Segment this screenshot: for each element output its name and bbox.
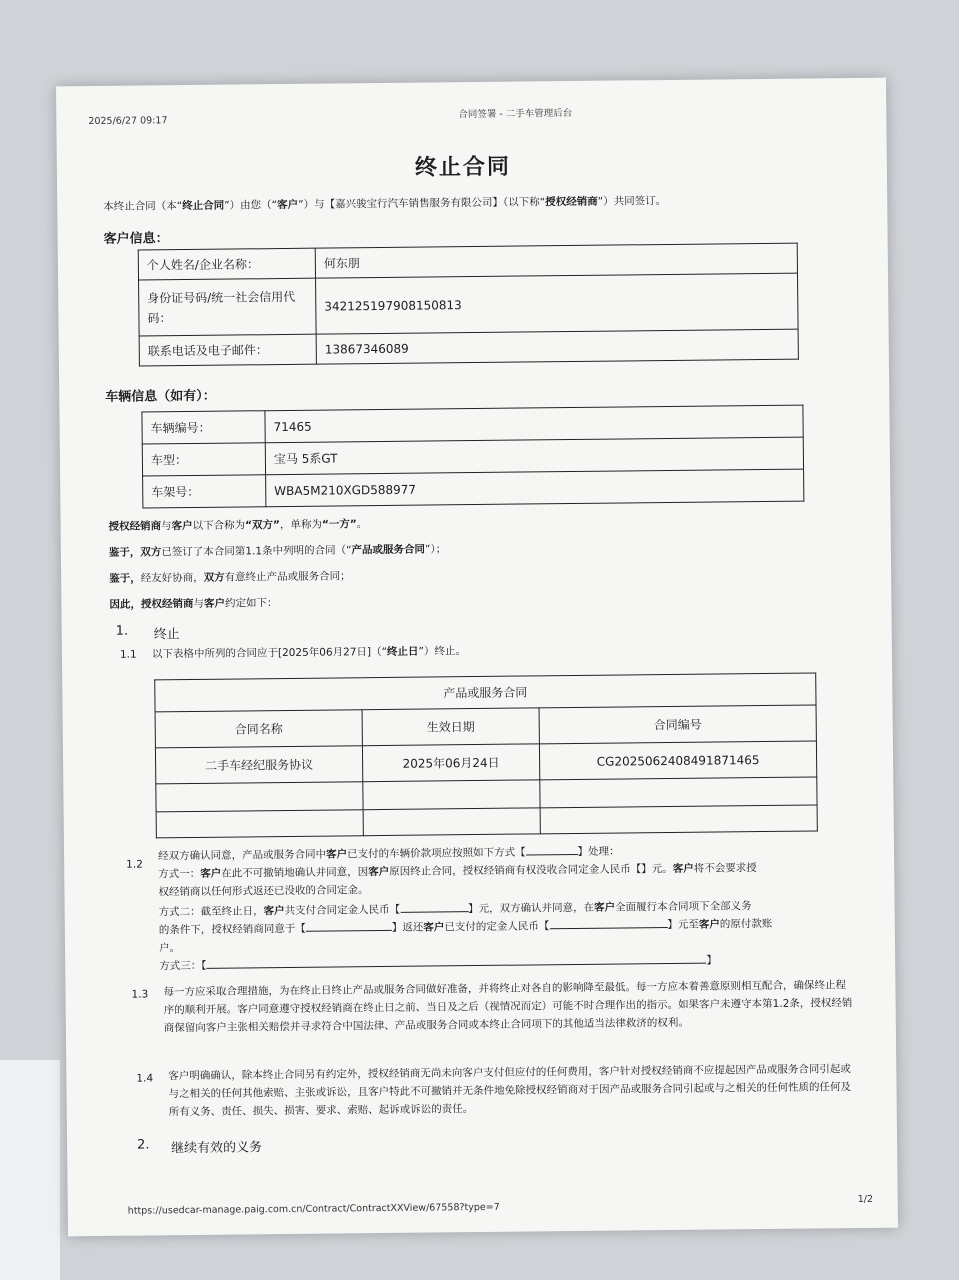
label-vehicle-id: 车辆编号：	[142, 411, 265, 444]
contract-table-caption: 产品或服务合同	[155, 673, 816, 712]
section-2-title: 继续有效的义务	[171, 1140, 263, 1157]
intro-paragraph: 本终止合同（本“终止合同”）由您（“客户”）与【嘉兴骏宝行汽车销售服务有限公司】（以下称“授权经销商”）共同签订。	[103, 194, 667, 213]
cell-contract-number	[540, 777, 817, 808]
clause-1-2-line-6: 户。	[158, 942, 181, 955]
value-vin: WBA5M210XGD588977	[266, 469, 804, 507]
print-page-title: 合同签署 - 二手车管理后台	[458, 107, 573, 121]
customer-info-table	[138, 243, 799, 367]
clause-1-4: 客户明确确认，除本终止合同另有约定外，授权经销商无尚未向客户支付但应付的任何费用，客户针对授权经销商不应提起因产品或服务合同引起或与之相关的任何其他索赔、主张或诉讼，且客户特此不可撤销并无条件地免除授权经销商对于因产品或服务合同引起或与之相关的任何性质的任何及所有义务、责任、损失、损害、要求、索赔、起诉或诉讼的责任。	[168, 1063, 852, 1119]
cell-effective-date	[363, 780, 540, 810]
background-surface	[0, 1060, 60, 1280]
customer-row-contact	[139, 329, 798, 366]
clause-1-2-line-7: 方式三：【 】	[159, 954, 718, 973]
header-contract-name: 合同名称	[155, 710, 362, 748]
clause-1-2-line-3: 权经销商以任何形式返还已没收的合同定金。	[158, 884, 369, 899]
section-1-title: 终止	[153, 627, 180, 643]
clause-1-4-number: 1.4	[136, 1072, 154, 1085]
cell-contract-name	[156, 810, 363, 838]
vehicle-row-vin	[143, 469, 804, 508]
clause-1-2-number: 1.2	[126, 858, 143, 871]
section-1-number: 1.	[115, 623, 129, 639]
value-id: 342125197908150813	[316, 273, 799, 334]
clause-1-3: 每一方应采取合理措施，为在终止日终止产品或服务合同做好准备，并将终止对各自的影响降至最低。每一方应本着善意原则相互配合，确保终止程序的顺利开展。客户同意遵守授权经销商在终止日之前、当日及之后（视情况而定）可能不时合理作出的指示。如果客户未遵守本第1.2条，授权经销商保留向客户主张相关赔偿并寻求符合中国法律、产品或服务合同或本终止合同项下的其他适当法律救济的权利。	[163, 979, 853, 1035]
label-model: 车型：	[142, 443, 265, 476]
contract-table	[154, 672, 818, 838]
document-title: 终止合同	[414, 154, 512, 181]
label-vin: 车架号：	[143, 475, 266, 508]
clause-1-2-line-5: 的条件下，授权经销商同意于【 】返还客户已支付的定金人民币【 】元至客户的原付款账	[158, 917, 773, 937]
cell-effective-date	[363, 808, 540, 836]
cell-effective-date: 2025年06月24日	[362, 744, 539, 782]
label-id: 身份证号码/统一社会信用代码：	[139, 278, 317, 336]
header-effective-date: 生效日期	[362, 708, 539, 746]
recital-parties: 授权经销商与客户以下合称为“双方”，单称为“一方”。	[108, 518, 368, 533]
customer-row-id	[139, 273, 799, 336]
cell-contract-number: CG2025062408491871465	[539, 741, 816, 780]
clause-1-1-number: 1.1	[119, 648, 137, 661]
label-name: 个人姓名/企业名称：	[138, 248, 315, 280]
clause-1-2-line-4: 方式二：截至终止日，客户共支付合同定金人民币【 】元，双方确认并同意，在客户全面履行本合同项下全部义务	[158, 900, 752, 919]
recital-whereas-2: 鉴于，经友好协商，双方有意终止产品或服务合同；	[109, 570, 351, 585]
vehicle-info-heading: 车辆信息（如有）：	[105, 388, 216, 405]
value-vehicle-id: 71465	[265, 405, 803, 443]
clause-1-2-line-1: 经双方确认同意，产品或服务合同中客户已支付的车辆价款项应按照如下方式【 】处理：	[158, 845, 620, 863]
recital-therefore: 因此，授权经销商与客户约定如下：	[109, 597, 278, 611]
cell-contract-number	[540, 805, 817, 834]
footer-url: https://usedcar-manage.paig.com.cn/Contract/ContractXXView/67558?type=7	[127, 1201, 500, 1217]
table-row	[156, 805, 817, 838]
clause-1-1: 以下表格中所列的合同应于[2025年06月27日]（“终止日”）终止。	[151, 645, 467, 661]
header-contract-number: 合同编号	[539, 705, 816, 744]
value-name: 何东朋	[315, 243, 797, 278]
vehicle-info-table	[141, 405, 804, 509]
clause-1-2-line-2: 方式一：客户在此不可撤销地确认并同意，因客户原因终止合同，授权经销商有权没收合同定金人民币【】元。客户将不会要求授	[158, 862, 757, 881]
label-contact: 联系电话及电子邮件：	[139, 334, 316, 366]
customer-info-heading: 客户信息：	[103, 231, 169, 247]
footer-page-number: 1/2	[857, 1193, 874, 1206]
cell-contract-name: 二手车经纪服务协议	[155, 746, 362, 784]
value-contact: 13867346089	[316, 329, 798, 364]
cell-contract-name	[156, 782, 363, 812]
clause-1-3-number: 1.3	[131, 988, 149, 1001]
recital-whereas-1: 鉴于，双方已签订了本合同第1.1条中列明的合同（“产品或服务合同”）；	[108, 543, 447, 559]
value-model: 宝马 5系GT	[265, 437, 803, 475]
printed-page	[56, 78, 898, 1237]
section-2-number: 2.	[137, 1137, 150, 1153]
print-timestamp: 2025/6/27 09:17	[88, 115, 168, 128]
